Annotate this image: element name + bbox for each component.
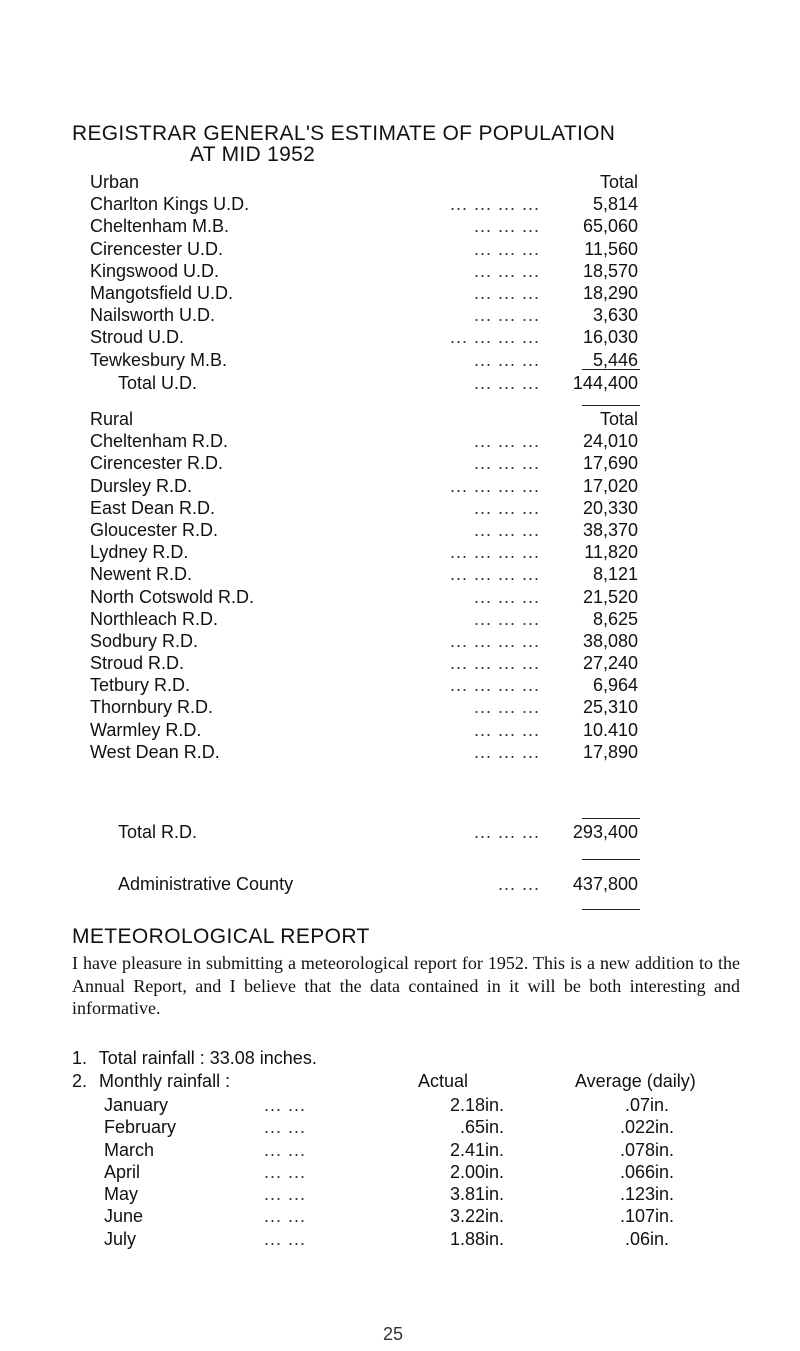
subtotal-rule [582, 818, 640, 819]
rainfall-table [104, 1094, 704, 1250]
population-value: 6,964 [592, 675, 638, 696]
total-rule [582, 859, 640, 860]
table-row [90, 541, 650, 563]
population-value: 17,890 [582, 741, 638, 762]
table-row [90, 652, 650, 674]
leader-dots: ... ... [497, 874, 540, 894]
population-value: 11,820 [584, 542, 638, 563]
subtotal-rule [582, 369, 640, 370]
district-name: Charlton Kings U.D. [90, 194, 250, 215]
table-row [104, 1094, 704, 1116]
district-name: Cheltenham M.B. [90, 216, 230, 237]
average-value: .107in. [619, 1206, 675, 1227]
leader-dots: ... ... ... [473, 697, 540, 718]
population-value: 8,121 [592, 564, 638, 585]
column-header-average: Average (daily) [575, 1071, 696, 1091]
leader-dots: ... ... ... [473, 741, 540, 762]
month-name: July [104, 1228, 137, 1249]
population-value: 20,330 [582, 497, 638, 518]
district-name: Newent R.D. [90, 564, 193, 585]
column-header-actual: Actual [418, 1071, 469, 1091]
table-row [90, 452, 650, 474]
table-row [90, 215, 650, 237]
monthly-rainfall-label: Monthly rainfall : [99, 1071, 231, 1091]
population-value: 10.410 [582, 719, 638, 740]
leader-dots: ... ... ... ... [449, 542, 540, 563]
leader-dots: ... ... ... [473, 519, 540, 540]
month-name: June [104, 1206, 144, 1227]
page-number: 25 [383, 1324, 404, 1344]
table-row [90, 630, 650, 652]
table-row [104, 1161, 704, 1183]
month-name: March [104, 1139, 155, 1160]
total-rule [582, 909, 640, 910]
table-row [90, 696, 650, 718]
actual-value: 2.00in. [449, 1161, 504, 1182]
month-name: April [104, 1161, 141, 1182]
leader-dots: ... ... [264, 1161, 307, 1182]
district-name: Warmley R.D. [90, 719, 202, 740]
table-row [90, 326, 650, 348]
district-name: Thornbury R.D. [90, 697, 214, 718]
average-value: .066in. [619, 1161, 675, 1182]
monthly-rainfall-line [72, 1071, 230, 1092]
district-name: Tetbury R.D. [90, 675, 191, 696]
month-name: February [104, 1117, 177, 1138]
average-value: .078in. [619, 1139, 675, 1160]
leader-dots: ... ... ... [473, 282, 540, 303]
leader-dots: ... ... [264, 1139, 307, 1160]
leader-dots: ... ... ... [473, 238, 540, 259]
leader-dots: ... ... [264, 1117, 307, 1138]
leader-dots: ... ... ... ... [449, 475, 540, 496]
table-row [90, 430, 650, 452]
county-total [90, 873, 650, 895]
actual-value: .65in. [459, 1117, 504, 1138]
urban-total [90, 372, 650, 394]
total-label: Total U.D. [118, 373, 198, 393]
population-value: 8,625 [592, 608, 638, 629]
district-name: Dursley R.D. [90, 475, 193, 496]
rural-table [90, 408, 650, 763]
month-name: January [104, 1095, 169, 1115]
table-row [90, 563, 650, 585]
leader-dots: ... ... ... ... [449, 675, 540, 696]
total-label: Total R.D. [118, 822, 198, 842]
population-value: 11,560 [584, 238, 638, 259]
district-name: Nailsworth U.D. [90, 305, 216, 326]
actual-value: 2.18in. [449, 1095, 504, 1115]
total-rainfall-text: Total rainfall : 33.08 inches. [98, 1048, 317, 1068]
population-value: 27,240 [582, 653, 638, 674]
table-row [104, 1228, 704, 1250]
population-value: 17,020 [582, 475, 638, 496]
rural-header: Rural [90, 409, 134, 429]
actual-value: 1.88in. [449, 1228, 504, 1249]
district-name: Mangotsfield U.D. [90, 282, 234, 303]
page-title: REGISTRAR GENERAL'S ESTIMATE OF POPULATION [72, 122, 616, 145]
population-value: 5,446 [592, 349, 638, 370]
leader-dots: ... ... ... [473, 373, 540, 393]
table-row [90, 260, 650, 282]
intro-paragraph: I have pleasure in submitting a meteorological report for 1952. This is a new addition to the Annual Report, and I believe that the data contained in it will be both interesting and informative. [72, 953, 740, 1018]
actual-value: 3.22in. [449, 1206, 504, 1227]
leader-dots: ... ... ... [473, 431, 540, 452]
county-label: Administrative County [118, 874, 294, 894]
population-value: 5,814 [592, 194, 638, 215]
item-number: 2. [72, 1071, 88, 1091]
table-row [90, 282, 650, 304]
leader-dots: ... ... ... [473, 305, 540, 326]
average-value: .07in. [624, 1095, 670, 1115]
leader-dots: ... ... [264, 1095, 307, 1115]
table-row [104, 1116, 704, 1138]
leader-dots: ... ... ... [473, 260, 540, 281]
table-row [90, 674, 650, 696]
leader-dots: ... ... ... [473, 216, 540, 237]
leader-dots: ... ... ... ... [449, 630, 540, 651]
leader-dots: ... ... ... [473, 453, 540, 474]
total-rainfall-line [72, 1048, 317, 1069]
leader-dots: ... ... ... ... [449, 653, 540, 674]
average-value: .022in. [619, 1117, 675, 1138]
population-value: 18,570 [582, 260, 638, 281]
total-row [90, 372, 650, 394]
leader-dots: ... ... [264, 1206, 307, 1227]
total-row [90, 821, 650, 843]
population-value: 25,310 [582, 697, 638, 718]
population-value: 21,520 [582, 586, 638, 607]
month-name: May [104, 1184, 139, 1205]
population-value: 38,080 [582, 630, 638, 651]
district-name: North Cotswold R.D. [90, 586, 255, 607]
leader-dots: ... ... ... ... [449, 327, 540, 348]
leader-dots: ... ... ... [473, 822, 540, 842]
section-heading: METEOROLOGICAL REPORT [72, 925, 370, 948]
population-value: 18,290 [582, 282, 638, 303]
table-row [90, 608, 650, 630]
rural-total-header: Total [599, 409, 638, 429]
table-row [90, 304, 650, 326]
table-row [90, 719, 650, 741]
table-row [90, 238, 650, 260]
county-value: 437,800 [572, 874, 638, 894]
rural-header-row [90, 408, 650, 430]
actual-value: 3.81in. [449, 1184, 504, 1205]
urban-table [90, 171, 650, 371]
district-name: Northleach R.D. [90, 608, 219, 629]
leader-dots: ... ... [264, 1228, 307, 1249]
population-value: 3,630 [592, 305, 638, 326]
population-value: 16,030 [582, 327, 638, 348]
population-value: 24,010 [582, 431, 638, 452]
leader-dots: ... ... ... ... [449, 564, 540, 585]
leader-dots: ... ... ... [473, 349, 540, 370]
district-name: Stroud R.D. [90, 653, 185, 674]
population-value: 38,370 [582, 519, 638, 540]
table-row [104, 1183, 704, 1205]
rural-total [90, 821, 650, 843]
urban-total-header: Total [599, 172, 638, 192]
table-row [104, 1139, 704, 1161]
table-row [90, 497, 650, 519]
population-value: 17,690 [582, 453, 638, 474]
district-name: East Dean R.D. [90, 497, 216, 518]
district-name: Kingswood U.D. [90, 260, 220, 281]
leader-dots: ... ... [264, 1184, 307, 1205]
urban-header: Urban [90, 172, 140, 192]
district-name: Cirencester U.D. [90, 238, 224, 259]
district-name: Tewkesbury M.B. [90, 349, 228, 370]
table-row [90, 349, 650, 371]
district-name: Gloucester R.D. [90, 519, 219, 540]
table-row [90, 193, 650, 215]
table-row [90, 475, 650, 497]
table-row [104, 1205, 704, 1227]
district-name: Stroud U.D. [90, 327, 185, 348]
leader-dots: ... ... ... ... [449, 194, 540, 215]
leader-dots: ... ... ... [473, 719, 540, 740]
total-rule [582, 405, 640, 406]
total-value: 293,400 [572, 822, 638, 842]
leader-dots: ... ... ... [473, 608, 540, 629]
district-name: West Dean R.D. [90, 741, 220, 762]
population-value: 65,060 [582, 216, 638, 237]
average-value: .06in. [624, 1228, 670, 1249]
total-value: 144,400 [572, 373, 638, 393]
average-value: .123in. [619, 1184, 675, 1205]
table-row [90, 741, 650, 763]
table-row [90, 519, 650, 541]
actual-value: 2.41in. [449, 1139, 504, 1160]
urban-header-row [90, 171, 650, 193]
district-name: Cirencester R.D. [90, 453, 224, 474]
district-name: Cheltenham R.D. [90, 431, 229, 452]
district-name: Sodbury R.D. [90, 630, 199, 651]
leader-dots: ... ... ... [473, 497, 540, 518]
page-subtitle: AT MID 1952 [190, 143, 316, 166]
district-name: Lydney R.D. [90, 542, 189, 563]
item-number: 1. [72, 1048, 88, 1068]
table-row [90, 586, 650, 608]
county-row [90, 873, 650, 895]
leader-dots: ... ... ... [473, 586, 540, 607]
